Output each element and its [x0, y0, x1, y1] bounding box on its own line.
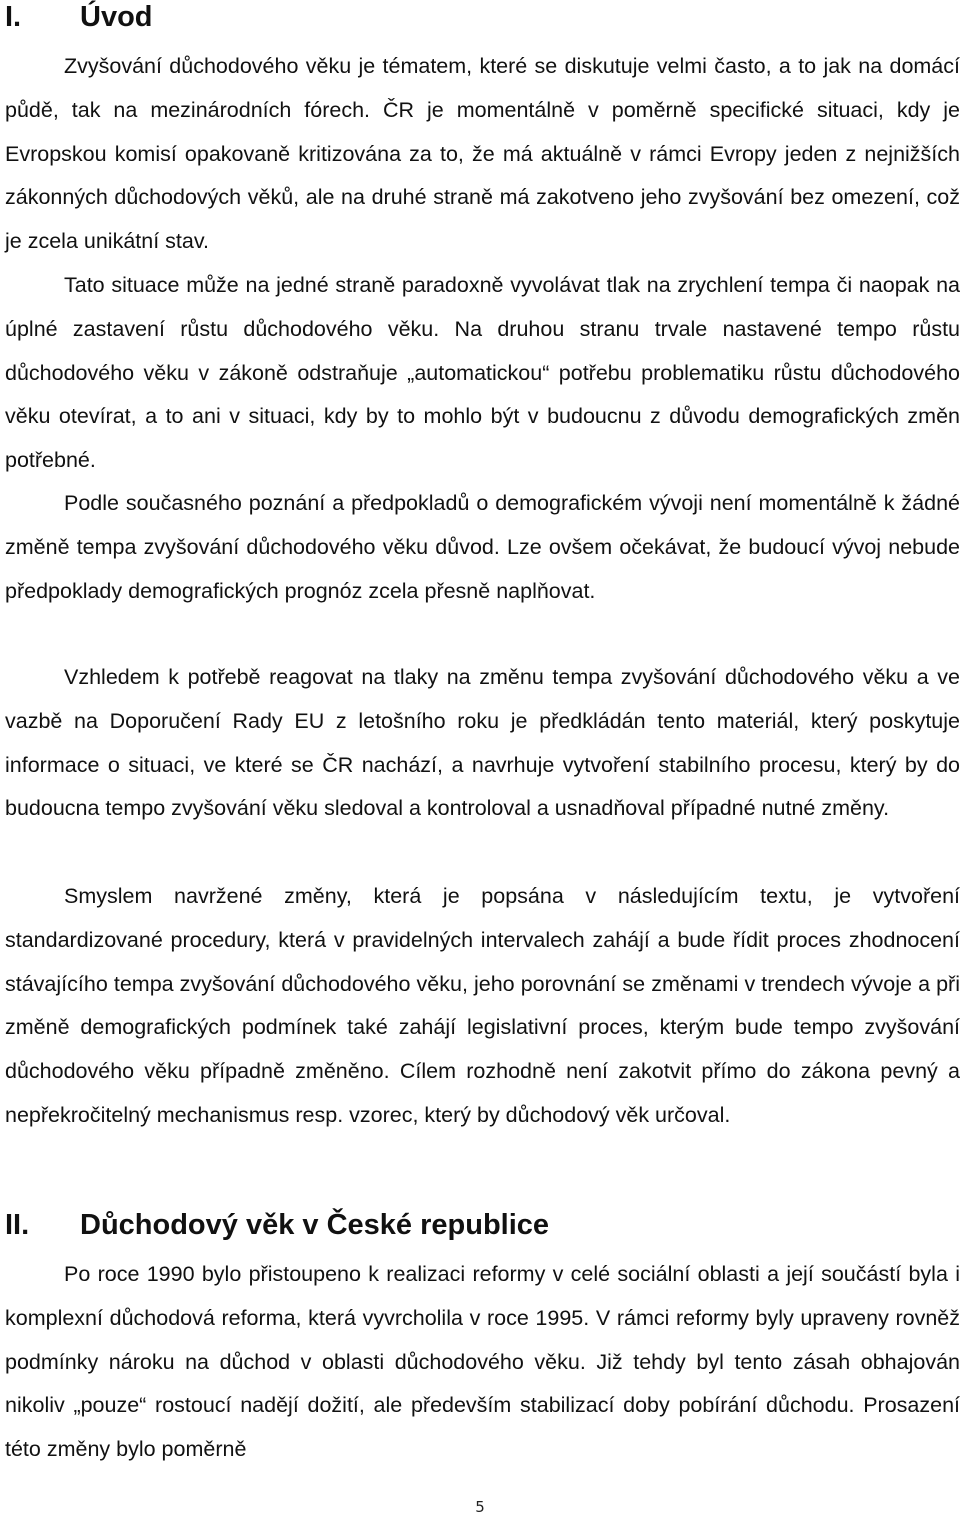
section-1-paragraph-5: Smyslem navržené změny, která je popsána v následujícím textu, je vytvoření standardizované procedury, která v pravidelných intervalech zahájí a bude řídit proces zhodnocení stávajícího tempa zvyšování důchodového věku, jeho porovnání se změnami v trendech vývoje a při změně demografických podmínek také zahájí legislativní proces, kterým bude tempo zvyšování důchodového věku případně změněno. Cílem rozhodně není zakotvit přímo do zákona pevný a nepřekročitelný mechanismus resp. vzorec, který by důchodový věk určoval. [5, 884, 960, 1127]
section-1-paragraph-3: Podle současného poznání a předpokladů o demografickém vývoji není momentálně k žádné změně tempa zvyšování důchodového věku důvod. Lze ovšem očekávat, že budoucí vývoj nebude předpoklady demografických prognóz zcela přesně naplňovat. [5, 491, 960, 603]
section-2-title: Důchodový věk v České republice [80, 1209, 550, 1241]
section-1-title: Úvod [80, 1, 153, 33]
page-number: 5 [475, 1498, 485, 1516]
section-1-paragraph-2: Tato situace může na jedné straně paradoxně vyvolávat tlak na zrychlení tempa či naopak na úplné zastavení růstu důchodového věku. Na druhou stranu trvale nastavené tempo růstu důchodového věku v zákoně odstraňuje „automatickou“ potřebu problematiku růstu důchodového věku otevírat, a to ani v situaci, kdy by to mohlo být v budoucnu z důvodu demografických změn potřebné. [5, 273, 960, 473]
section-2-paragraph-1: Po roce 1990 bylo přistoupeno k realizaci reformy v celé sociální oblasti a její součástí byla i komplexní důchodová reforma, která vyvrcholila v roce 1995. V rámci reformy byly upraveny rovněž podmínky nároku na důchod v oblasti důchodového věku. Již tehdy byl tento zásah obhajován nikoliv „pouze“ rostoucí nadějí dožití, ale především stabilizací doby pobírání důchodu. Prosazení této změny bylo poměrně [5, 1262, 960, 1462]
section-2-number: II. [5, 1209, 30, 1241]
section-1-paragraph-4: Vzhledem k potřebě reagovat na tlaky na změnu tempa zvyšování důchodového věku a ve vazbě na Doporučení Rady EU z letošního roku je předkládán tento materiál, který poskytuje informace o situaci, ve které se ČR nachází, a navrhuje vytvoření stabilního procesu, který by do budoucna tempo zvyšování věku sledoval a kontroloval a usnadňoval případné nutné změny. [5, 665, 960, 821]
section-1-paragraph-1: Zvyšování důchodového věku je tématem, které se diskutuje velmi často, a to jak na domácí půdě, tak na mezinárodních fórech. ČR je momentálně v poměrně specifické situaci, kdy je Evropskou komisí opakovaně kritizována za to, že má aktuálně v rámci Evropy jeden z nejnižších zákonných důchodových věků, ale na druhé straně má zakotveno jeho zvyšování bez omezení, což je zcela unikátní stav. [5, 54, 960, 254]
section-1-number: I. [5, 1, 22, 33]
